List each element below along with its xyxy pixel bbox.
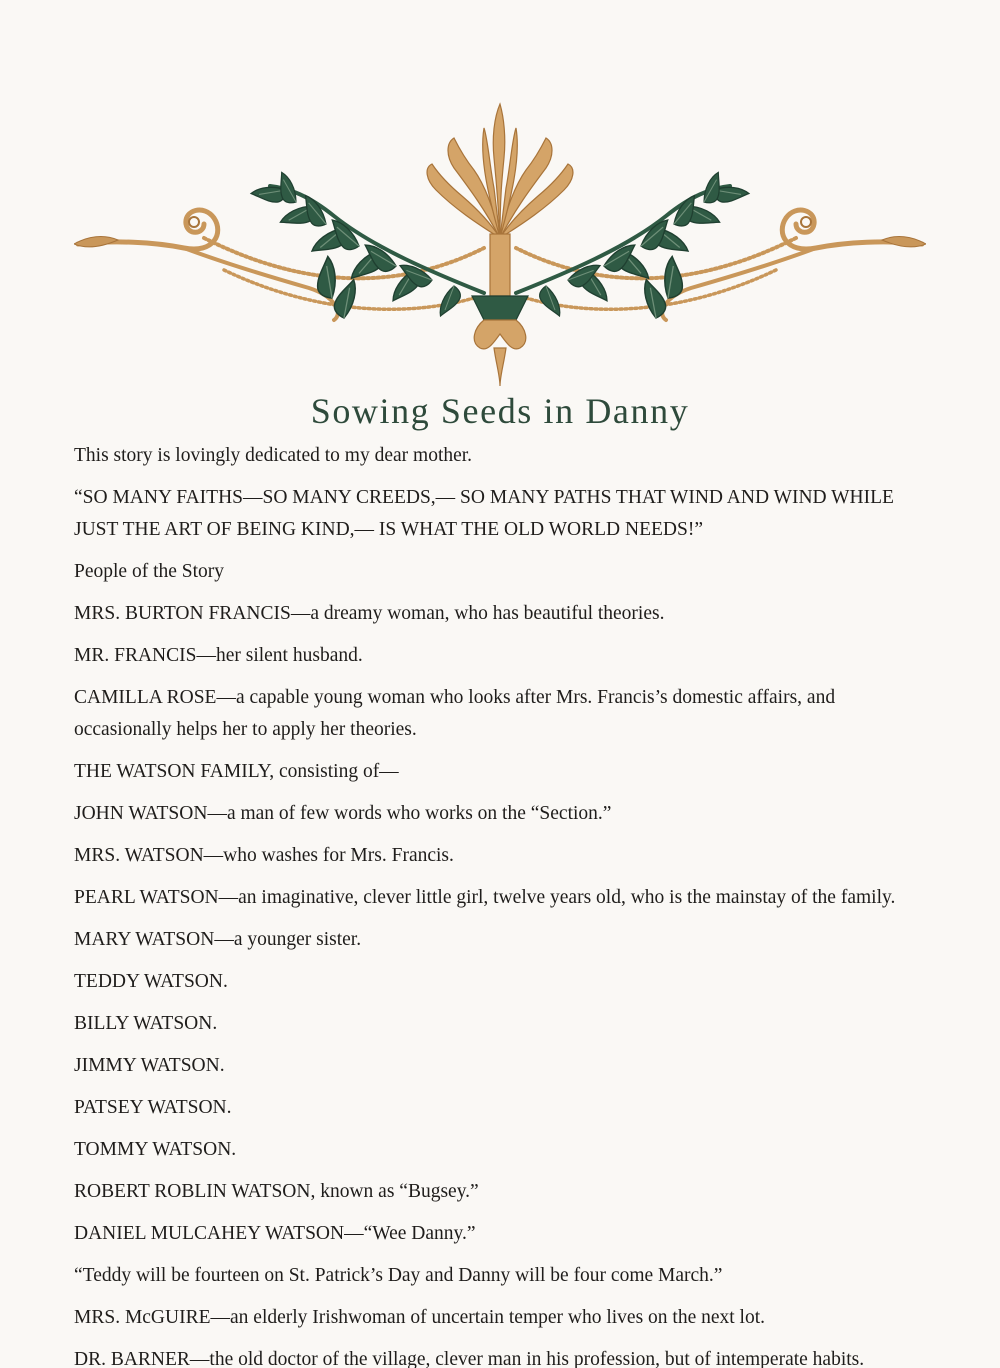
cast-entry: DANIEL MULCAHEY WATSON—“Wee Danny.” [74,1223,476,1244]
cast-entry: MARY WATSON—a younger sister. [74,929,362,950]
book-title: Sowing Seeds in Danny [310,391,690,431]
cast-entry: MRS. McGUIRE—an elderly Irishwoman of uncertain temper who lives on the next lot. [74,1307,766,1328]
cast-entry: PATSEY WATSON. [74,1097,232,1118]
baroque-foliage-ornament-icon [74,98,926,390]
dedication-paragraph: This story is lovingly dedicated to my dear mother. [74,445,473,466]
cast-entry: ROBERT ROBLIN WATSON, known as “Bugsey.” [74,1181,479,1202]
epigraph-paragraph: “SO MANY FAITHS—SO MANY CREEDS,— SO MANY PATHS THAT WIND AND WIND WHILE JUST THE ART OF BEING KIND,— IS WHAT THE OLD WORLD NEEDS!” [74,487,894,540]
cast-entry: JIMMY WATSON. [74,1055,225,1076]
cast-entry: JOHN WATSON—a man of few words who works on the “Section.” [74,803,612,824]
cast-heading: People of the Story [74,561,225,582]
cast-entry: MRS. WATSON—who washes for Mrs. Francis. [74,845,454,866]
story-body [74,440,904,1368]
cast-entry: MRS. BURTON FRANCIS—a dreamy woman, who has beautiful theories. [74,603,665,624]
cast-entry: CAMILLA ROSE—a capable young woman who looks after Mrs. Francis’s domestic affairs, and occasionally helps her to apply her theories. [74,687,836,740]
cast-note: “Teddy will be fourteen on St. Patrick’s Day and Danny will be four come March.” [74,1265,723,1286]
cast-entry: THE WATSON FAMILY, consisting of— [74,761,399,782]
cast-entry: TOMMY WATSON. [74,1139,237,1160]
cast-entry: DR. BARNER—the old doctor of the village, clever man in his profession, but of intemperate habits. [74,1349,865,1368]
cast-entry: TEDDY WATSON. [74,971,228,992]
cast-entry: BILLY WATSON. [74,1013,218,1034]
cast-entry: MR. FRANCIS—her silent husband. [74,645,363,666]
cast-entry: PEARL WATSON—an imaginative, clever little girl, twelve years old, who is the mainstay of the family. [74,887,896,908]
